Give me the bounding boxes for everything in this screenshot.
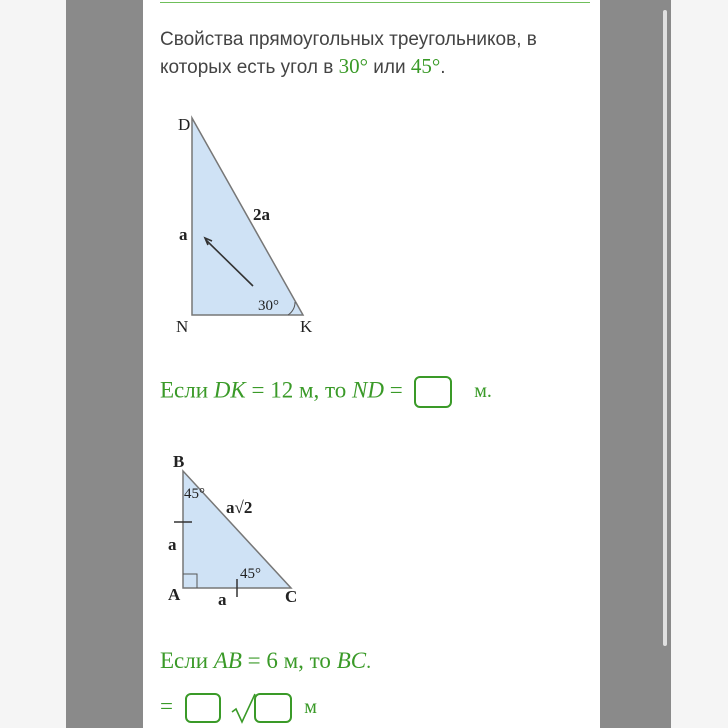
right-gray-panel — [600, 0, 671, 728]
triangle-dnk — [192, 118, 303, 315]
vertex-n-label: N — [176, 317, 189, 336]
angle-45-label: 45° — [410, 54, 441, 78]
leg-ac-label: a — [218, 590, 227, 609]
angle-b-45-label: 45° — [184, 486, 205, 502]
hypotenuse-2a-label: 2a — [253, 205, 270, 224]
q2-prefix: Если — [160, 648, 209, 673]
q2-var-bc: BC — [336, 648, 367, 673]
q1-unit: м. — [474, 380, 492, 403]
triangle-45-figure — [164, 450, 314, 610]
vertex-a-label: A — [168, 585, 181, 604]
right-margin — [671, 0, 728, 728]
leg-ab-label: a — [168, 535, 177, 554]
q1-condition: = 12 м, то — [251, 377, 347, 403]
angle-30-label: 30° — [338, 54, 368, 78]
q2-var-ab: AB — [213, 648, 242, 673]
vertex-b-label: B — [173, 452, 185, 471]
answer-row-2 — [160, 692, 317, 724]
hypotenuse-a-sqrt2-label: a√2 — [226, 498, 253, 517]
vertex-c-label: C — [285, 587, 298, 606]
answer-input-nd[interactable] — [414, 376, 452, 408]
question-2 — [160, 648, 371, 674]
intro-or: или — [373, 57, 406, 78]
sqrt-sign-icon — [230, 692, 256, 724]
divider — [160, 2, 590, 3]
angle-30-marker-label: 30° — [258, 298, 279, 314]
intro-sentence: Свойства прямоугольных треугольников, в которых есть угол в — [160, 29, 537, 78]
q1-equals: = — [389, 377, 403, 403]
left-gray-panel — [66, 0, 143, 728]
vertex-d-label: D — [178, 115, 191, 134]
question-1 — [160, 376, 492, 408]
left-margin — [0, 0, 66, 728]
q1-var-dk: DK — [213, 377, 246, 403]
answer-input-coefficient[interactable] — [185, 693, 221, 723]
q2-unit: м — [304, 696, 317, 719]
scrollbar[interactable] — [663, 10, 667, 646]
intro-text — [160, 26, 580, 81]
answer-input-radicand[interactable] — [254, 693, 292, 723]
leg-a-label: a — [179, 225, 188, 244]
intro-period: . — [440, 57, 446, 78]
q1-var-nd: ND — [352, 377, 384, 403]
vertex-k-label: K — [300, 317, 313, 336]
angle-c-45-label: 45° — [240, 566, 261, 582]
q2-equals: = — [160, 693, 173, 719]
q2-dot: . — [366, 651, 372, 673]
q2-condition: = 6 м, то — [247, 648, 331, 673]
q1-prefix: Если — [160, 377, 209, 403]
triangle-30-figure — [170, 110, 330, 340]
